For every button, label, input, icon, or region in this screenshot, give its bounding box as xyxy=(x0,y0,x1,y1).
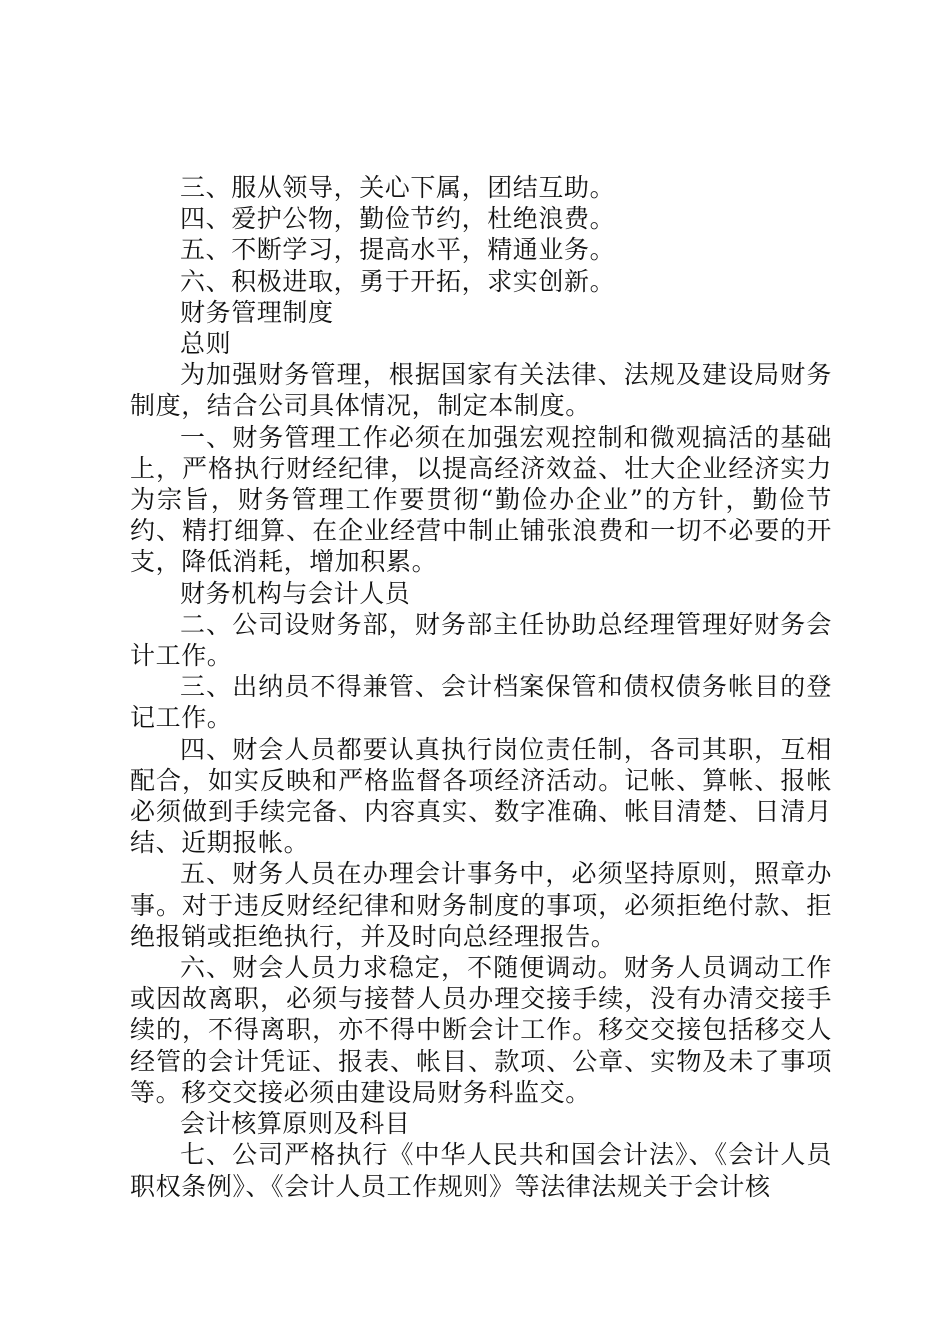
section-heading-financial-management: 财务管理制度 xyxy=(180,297,334,327)
section-heading-general: 总则 xyxy=(180,329,232,359)
code-item-3: 三、服从领导，关心下属，团结互助。 xyxy=(180,173,616,202)
document-body xyxy=(130,172,832,1202)
article-4: 四、财会人员都要认真执行岗位责任制，各司其职，互相配合，如实反映和严格监督各项经济活动。记帐、算帐、报帐必须做到手续完备、内容真实、数字准确、帐目清楚、日清月结、近期报帐。 xyxy=(130,734,832,858)
article-3: 三、出纳员不得兼管、会计档案保管和债权债务帐目的登记工作。 xyxy=(130,672,832,733)
code-item-5: 五、不断学习，提高水平，精通业务。 xyxy=(180,235,616,265)
article-6: 六、财会人员力求稳定，不随便调动。财务人员调动工作或因故离职，必须与接替人员办理交接手续，没有办清交接手续的，不得离职，亦不得中断会计工作。移交交接包括移交人经管的会计凭证、报表、帐目、款项、公章、实物及未了事项等。移交交接必须由建设局财务科监交。 xyxy=(130,953,832,1107)
article-5: 五、财务人员在办理会计事务中，必须坚持原则，照章办事。对于违反财经纪律和财务制度的事项，必须拒绝付款、拒绝报销或拒绝执行，并及时向总经理报告。 xyxy=(130,859,832,951)
section-heading-finance-staff: 财务机构与会计人员 xyxy=(180,578,411,608)
article-2: 二、公司设财务部，财务部主任协助总经理管理好财务会计工作。 xyxy=(130,609,832,671)
intro-paragraph: 为加强财务管理，根据国家有关法律、法规及建设局财务制度，结合公司具体情况，制定本制度。 xyxy=(130,360,832,421)
code-item-6: 六、积极进取，勇于开拓，求实创新。 xyxy=(180,266,616,296)
code-item-4: 四、爱护公物，勤俭节约，杜绝浪费。 xyxy=(180,204,616,234)
section-heading-accounting-principles: 会计核算原则及科目 xyxy=(180,1109,411,1139)
article-7: 七、公司严格执行《中华人民共和国会计法》、《会计人员职权条例》、《会计人员工作规则》等法律法规关于会计核 xyxy=(130,1140,832,1201)
article-1: 一、财务管理工作必须在加强宏观控制和微观搞活的基础上，严格执行财经纪律，以提高经济效益、壮大企业经济实力为宗旨，财务管理工作要贯彻“勤俭办企业”的方针，勤俭节约、精打细算、在企业经营中制止铺张浪费和一切不必要的开支，降低消耗，增加积累。 xyxy=(130,422,832,577)
